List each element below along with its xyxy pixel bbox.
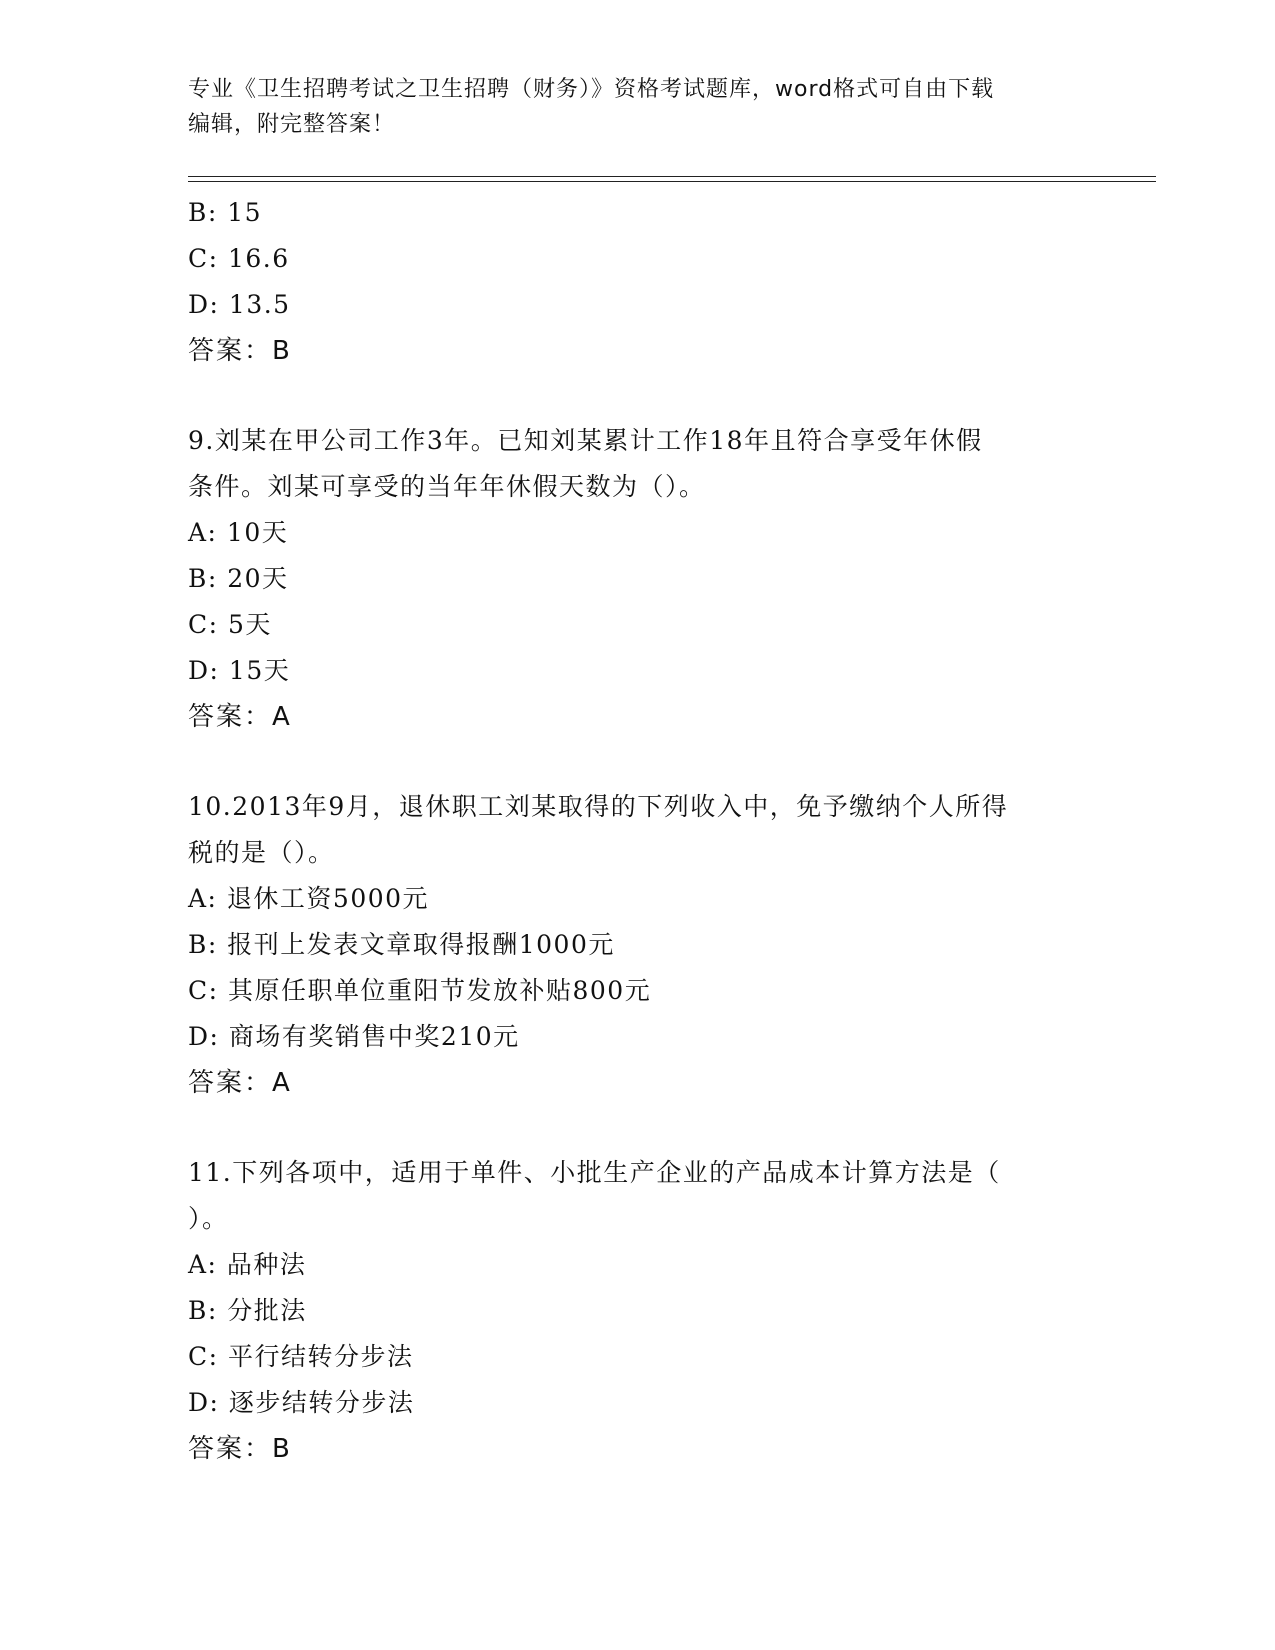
question-11 (188, 1150, 1088, 1472)
question-stem: 9.刘某在甲公司工作3年。已知刘某累计工作18年且符合享受年休假 (188, 426, 983, 455)
question-stem: 税的是（）。 (188, 838, 335, 867)
question-8-continued (188, 190, 1088, 374)
spacer (188, 374, 1088, 418)
question-stem: ）。 (188, 1204, 229, 1233)
document-body (188, 190, 1088, 1472)
answer-line: 答案：A (188, 1068, 292, 1098)
option-a: A: 退休工资5000元 (188, 884, 430, 913)
option-a: A: 品种法 (188, 1250, 307, 1279)
option-d: D: 商场有奖销售中奖210元 (188, 1022, 520, 1051)
document-header (188, 72, 1088, 142)
option-c: C: 平行结转分步法 (188, 1342, 414, 1371)
header-line-1: 专业《卫生招聘考试之卫生招聘（财务）》资格考试题库，word格式可自由下载 (188, 77, 995, 102)
option-c: C: 其原任职单位重阳节发放补贴800元 (188, 976, 652, 1005)
option-d: D: 13.5 (188, 290, 291, 319)
option-b: B: 报刊上发表文章取得报酬1000元 (188, 930, 615, 959)
question-9 (188, 418, 1088, 740)
option-b: B: 15 (188, 198, 263, 227)
option-b: B: 20天 (188, 564, 289, 593)
question-10 (188, 784, 1088, 1106)
option-b: B: 分批法 (188, 1296, 307, 1325)
header-divider-bottom (188, 181, 1156, 182)
option-d: D: 15天 (188, 656, 291, 685)
header-divider-top (188, 176, 1156, 177)
header-line-2: 编辑，附完整答案！ (188, 112, 396, 137)
answer-line: 答案：A (188, 702, 292, 732)
option-d: D: 逐步结转分步法 (188, 1388, 415, 1417)
answer-line: 答案：B (188, 336, 292, 366)
question-stem: 条件。刘某可享受的当年年休假天数为（）。 (188, 472, 706, 501)
spacer (188, 740, 1088, 784)
spacer (188, 1106, 1088, 1150)
question-stem: 11.下列各项中，适用于单件、小批生产企业的产品成本计算方法是（ (188, 1158, 1001, 1187)
option-c: C: 5天 (188, 610, 272, 639)
question-stem: 10.2013年9月，退休职工刘某取得的下列收入中，免予缴纳个人所得 (188, 792, 1009, 821)
answer-line: 答案：B (188, 1434, 292, 1464)
option-a: A: 10天 (188, 518, 289, 547)
option-c: C: 16.6 (188, 244, 290, 273)
